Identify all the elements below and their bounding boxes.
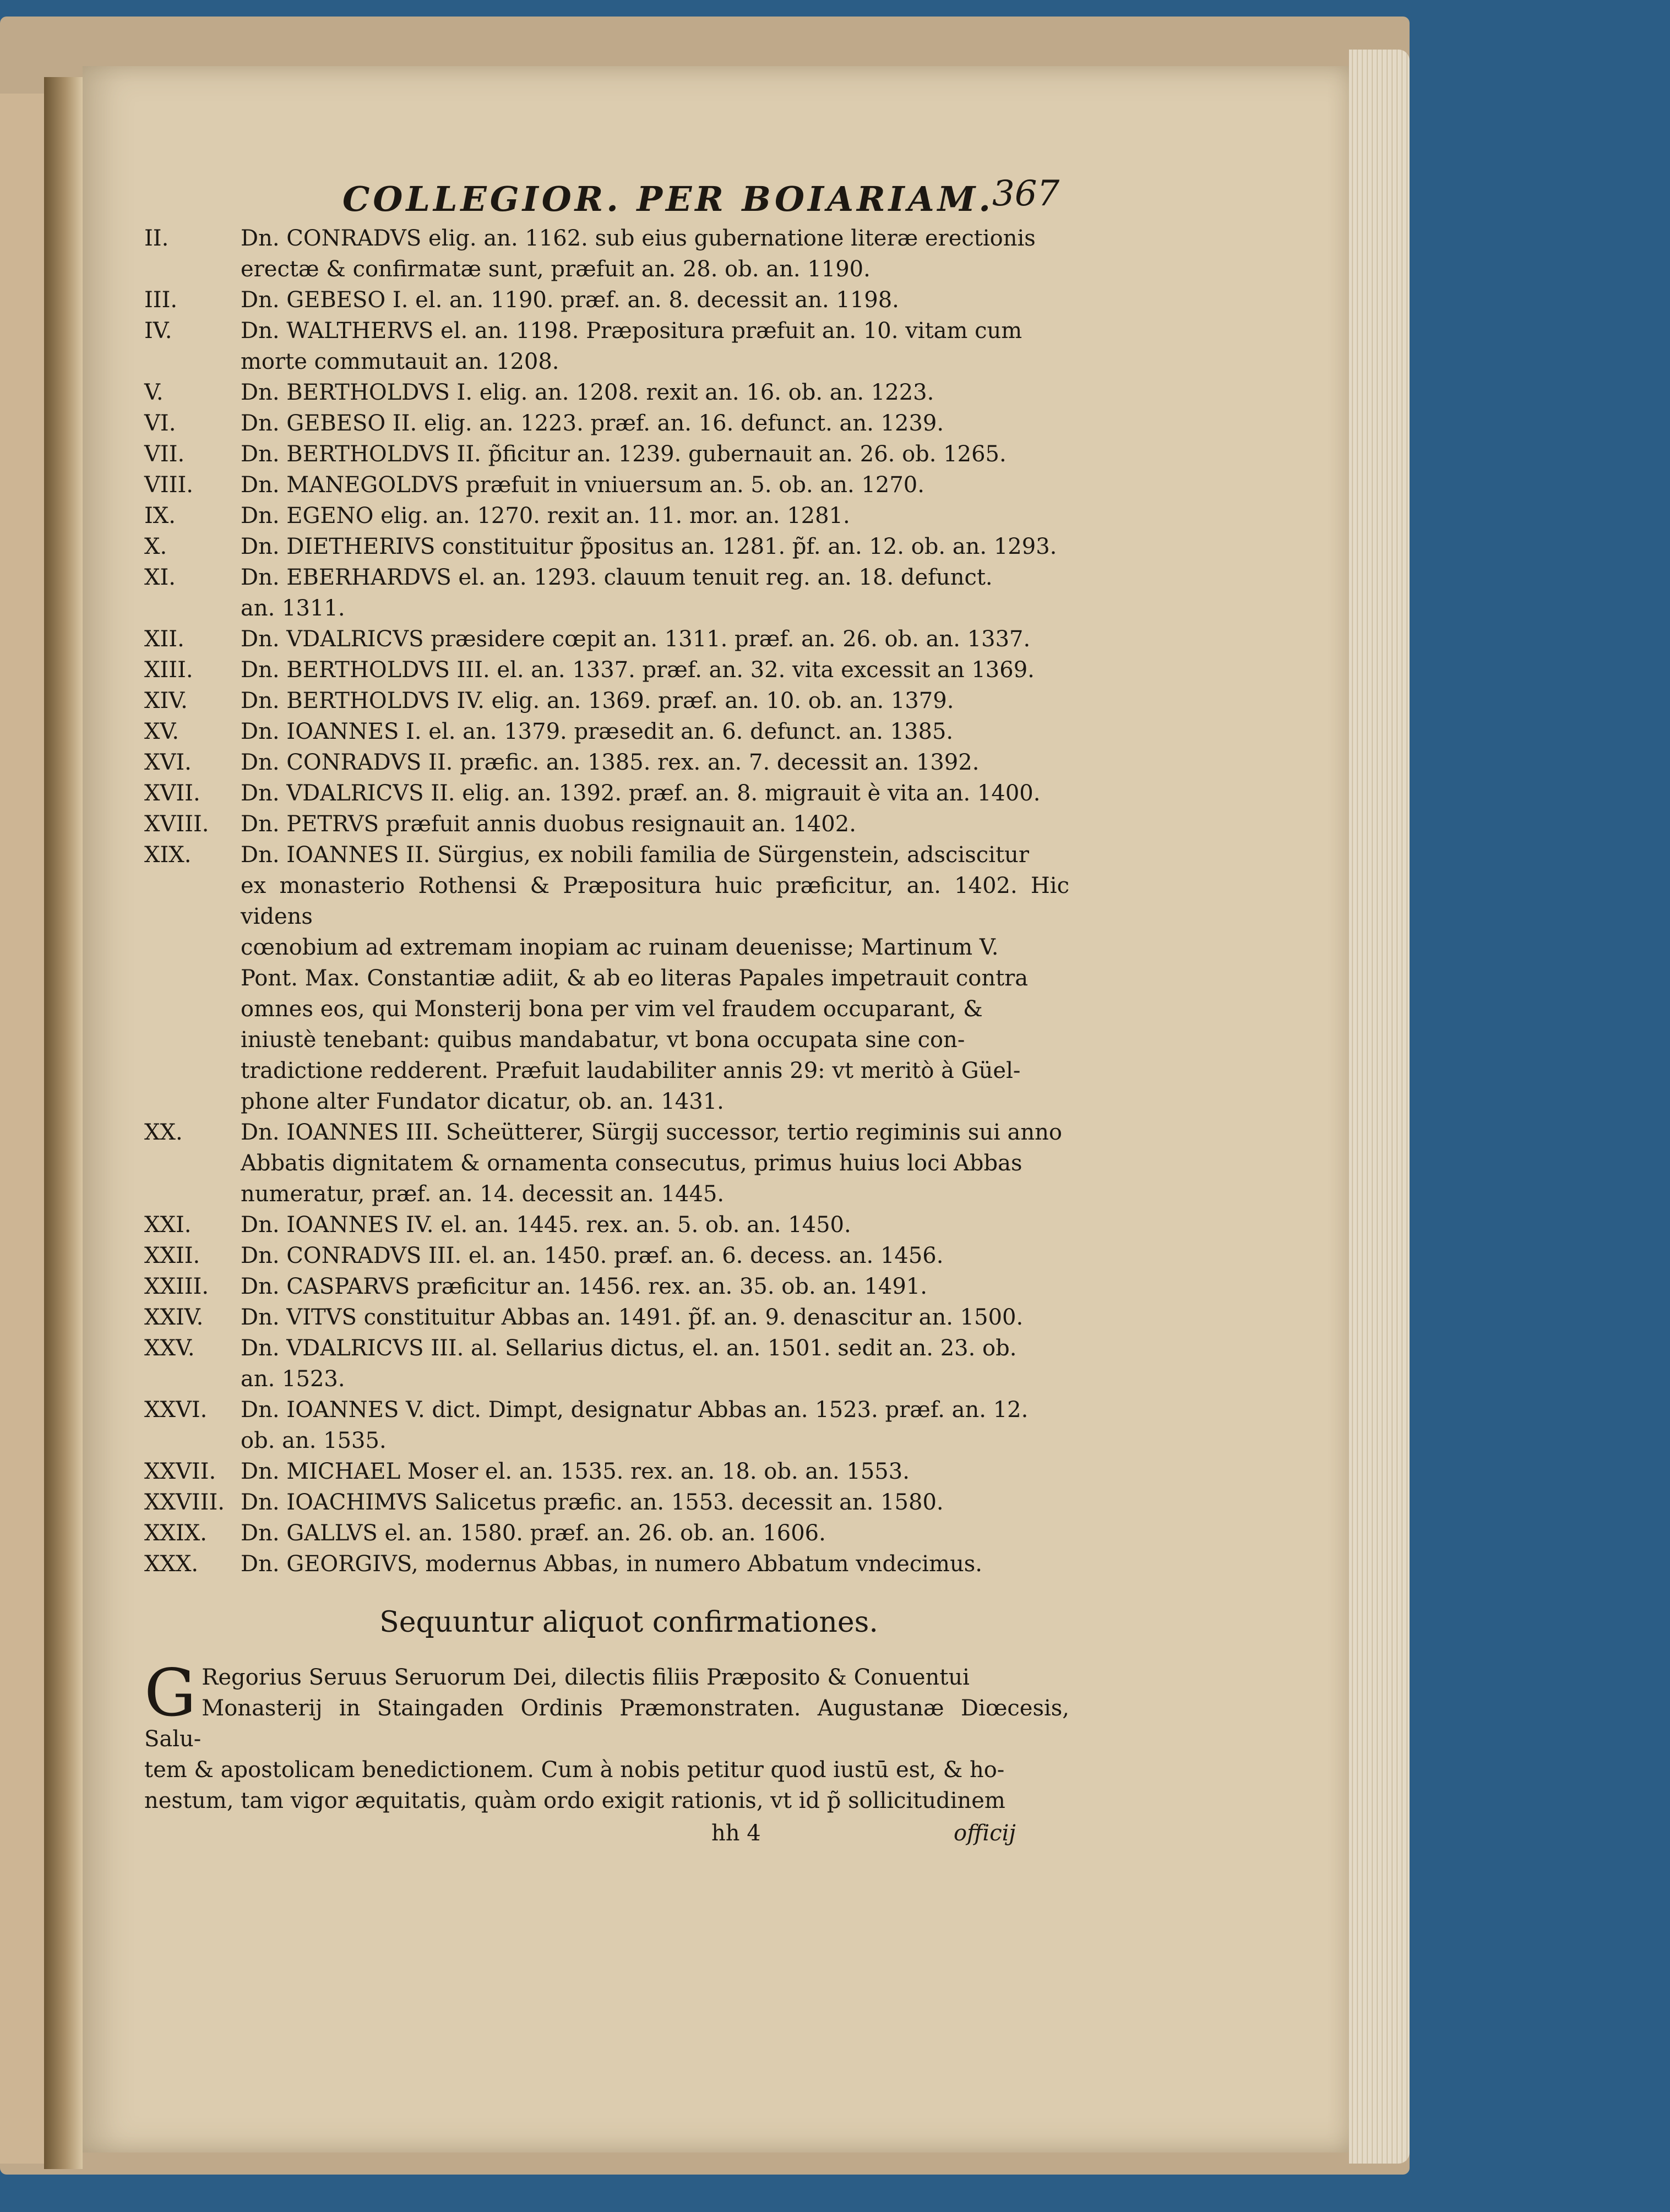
page-text [144, 162, 1069, 1855]
abbot-entry [144, 809, 1069, 840]
abbot-text-line: Dn. CONRADVS II. præfic. an. 1385. rex. an. 7. decessit an. 1392. [241, 750, 980, 775]
abbot-entry [144, 624, 1069, 655]
abbot-numeral: XXIX. [144, 1521, 207, 1546]
abbot-entry [144, 500, 1069, 531]
abbot-text [241, 1487, 1069, 1518]
letter-line: Monasterij in Staingaden Ordinis Præmonstraten. Augustanæ Diœcesis, Salu- [144, 1696, 1069, 1752]
abbot-text-line: Dn. BERTHOLDVS I. elig. an. 1208. rexit an. 16. ob. an. 1223. [241, 380, 934, 405]
letter-line: Regorius Seruus Seruorum Dei, dilectis filiis Præposito & Conuentui [202, 1665, 970, 1690]
abbot-entry [144, 1394, 1069, 1456]
abbot-text [241, 408, 1069, 439]
abbot-text-line: phone alter Fundator dicatur, ob. an. 1431. [241, 1089, 724, 1114]
abbot-entry [144, 716, 1069, 747]
abbot-text [241, 470, 1069, 500]
abbot-numeral: X. [144, 534, 167, 559]
abbot-text [241, 1117, 1069, 1209]
abbot-text [241, 1271, 1069, 1302]
abbot-numeral: XVI. [144, 750, 192, 775]
abbot-text [241, 809, 1069, 840]
abbot-numeral: XVII. [144, 781, 200, 806]
abbot-text [241, 685, 1069, 716]
running-head [144, 162, 1069, 223]
abbot-numeral: XIX. [144, 842, 192, 868]
abbot-text-line: cœnobium ad extremam inopiam ac ruinam deuenisse; Martinum V. [241, 935, 999, 960]
abbot-entry [144, 1549, 1069, 1579]
abbot-text [241, 1456, 1069, 1487]
abbot-entry [144, 1209, 1069, 1240]
abbot-text-line: Dn. VITVS constituitur Abbas an. 1491. p̃f. an. 9. denascitur an. 1500. [241, 1305, 1024, 1330]
book-gutter [44, 77, 83, 2169]
abbot-text [241, 223, 1069, 285]
abbot-text [241, 1394, 1069, 1456]
abbot-numeral: XIV. [144, 688, 188, 713]
abbot-text [241, 1333, 1069, 1394]
abbot-numeral: XII. [144, 626, 184, 652]
abbot-text-line: numeratur, præf. an. 14. decessit an. 1445. [241, 1181, 725, 1207]
abbot-text-line: an. 1523. [241, 1366, 345, 1392]
abbot-entry [144, 1117, 1069, 1209]
abbot-text [241, 500, 1069, 531]
abbot-numeral: XXX. [144, 1551, 199, 1577]
abbot-numeral: V. [144, 380, 164, 405]
abbot-entry [144, 285, 1069, 315]
abbot-text-line: Dn. IOACHIMVS Salicetus præfic. an. 1553. decessit an. 1580. [241, 1490, 944, 1515]
abbot-text-line: Dn. EGENO elig. an. 1270. rexit an. 11. mor. an. 1281. [241, 503, 850, 529]
abbot-text [241, 531, 1069, 562]
abbot-text [241, 1302, 1069, 1333]
facing-page-edge [0, 94, 48, 2164]
abbot-entry [144, 1271, 1069, 1302]
abbot-text [241, 377, 1069, 408]
abbot-text-line: Abbatis dignitatem & ornamenta consecutus, primus huius loci Abbas [241, 1151, 1022, 1176]
abbot-text-line: Dn. IOANNES III. Scheütterer, Sürgij successor, tertio regiminis sui anno [241, 1120, 1063, 1145]
abbot-text-line: erectæ & confirmatæ sunt, præfuit an. 28. ob. an. 1190. [241, 257, 871, 282]
abbot-entry [144, 531, 1069, 562]
abbot-text-line: Dn. BERTHOLDVS IV. elig. an. 1369. præf. an. 10. ob. an. 1379. [241, 688, 954, 713]
abbot-text-line: Dn. EBERHARDVS el. an. 1293. clauum tenuit reg. an. 18. defunct. [241, 565, 993, 590]
abbot-text [241, 1240, 1069, 1271]
abbot-text-line: Dn. VDALRICVS III. al. Sellarius dictus, el. an. 1501. sedit an. 23. ob. [241, 1336, 1017, 1361]
abbot-text [241, 655, 1069, 685]
abbot-entry [144, 1487, 1069, 1518]
abbot-numeral: XXVII. [144, 1459, 216, 1484]
abbot-text-line: ob. an. 1535. [241, 1428, 387, 1453]
abbot-entry [144, 315, 1069, 377]
abbot-text-line: Dn. MICHAEL Moser el. an. 1535. rex. an. 18. ob. an. 1553. [241, 1459, 910, 1484]
abbot-numeral: VI. [144, 411, 176, 436]
abbot-text-line: omnes eos, qui Monsterij bona per vim vel fraudem occuparant, & [241, 996, 983, 1022]
abbot-text-line: ex monasterio Rothensi & Præpositura huic præficitur, an. 1402. Hic videns [241, 873, 1069, 929]
abbot-entry [144, 655, 1069, 685]
abbot-text-line: an. 1311. [241, 596, 345, 621]
abbot-text [241, 840, 1069, 1117]
abbot-numeral: IX. [144, 503, 176, 529]
abbot-text-line: Dn. GEBESO I. el. an. 1190. præf. an. 8. decessit an. 1198. [241, 287, 899, 313]
abbot-text-line: Dn. MANEGOLDVS præfuit in vniuersum an. 5. ob. an. 1270. [241, 472, 924, 498]
abbot-text-line: Dn. CONRADVS elig. an. 1162. sub eius gubernatione literæ erectionis [241, 226, 1036, 251]
abbot-entry [144, 1333, 1069, 1394]
abbot-text [241, 716, 1069, 747]
abbot-entry [144, 1240, 1069, 1271]
abbot-entry [144, 1302, 1069, 1333]
abbot-text-line: Dn. BERTHOLDVS II. p̃ficitur an. 1239. gubernauit an. 26. ob. 1265. [241, 442, 1007, 467]
abbot-entry [144, 685, 1069, 716]
abbot-numeral: XI. [144, 565, 176, 590]
abbot-text-line: Dn. CONRADVS III. el. an. 1450. præf. an. 6. decess. an. 1456. [241, 1243, 944, 1268]
abbot-text-line: Pont. Max. Constantiæ adiit, & ab eo literas Papales impetrauit contra [241, 966, 1029, 991]
abbot-numeral: IV. [144, 318, 172, 344]
abbot-text [241, 1549, 1069, 1579]
abbot-entry [144, 778, 1069, 809]
abbot-entry [144, 408, 1069, 439]
abbot-entry [144, 562, 1069, 624]
abbot-numeral: III. [144, 287, 178, 313]
abbot-entry [144, 223, 1069, 285]
abbot-entry [144, 1456, 1069, 1487]
footer-line [144, 1816, 1069, 1855]
abbot-numeral: II. [144, 226, 169, 251]
abbot-text-line: Dn. GEORGIVS, modernus Abbas, in numero Abbatum vndecimus. [241, 1551, 982, 1577]
drop-cap: G [144, 1655, 197, 1731]
abbot-entry [144, 377, 1069, 408]
abbot-text-line: Dn. IOANNES V. dict. Dimpt, designatur Abbas an. 1523. præf. an. 12. [241, 1397, 1029, 1423]
catchword: officij [954, 1821, 1016, 1846]
abbot-text-line: Dn. WALTHERVS el. an. 1198. Præpositura præfuit an. 10. vitam cum [241, 318, 1022, 344]
abbot-numeral: XXI. [144, 1212, 192, 1238]
abbot-text-line: Dn. BERTHOLDVS III. el. an. 1337. præf. an. 32. vita excessit an 1369. [241, 657, 1035, 683]
abbot-entry [144, 1518, 1069, 1549]
abbot-text [241, 624, 1069, 655]
abbot-numeral: XXVIII. [144, 1490, 225, 1515]
abbot-text [241, 315, 1069, 377]
abbot-text [241, 1209, 1069, 1240]
abbot-text [241, 1518, 1069, 1549]
abbot-text-line: Dn. VDALRICVS præsidere cœpit an. 1311. præf. an. 26. ob. an. 1337. [241, 626, 1031, 652]
abbot-text-line: Dn. GALLVS el. an. 1580. præf. an. 26. ob. an. 1606. [241, 1521, 826, 1546]
abbot-text-line: iniustè tenebant: quibus mandabatur, vt bona occupata sine con- [241, 1027, 965, 1053]
abbot-text-line: tradictione redderent. Præfuit laudabiliter annis 29: vt meritò à Güel- [241, 1058, 1021, 1083]
abbot-text-line: Dn. CASPARVS præficitur an. 1456. rex. an. 35. ob. an. 1491. [241, 1274, 927, 1299]
abbot-numeral: XXII. [144, 1243, 200, 1268]
abbot-text [241, 285, 1069, 315]
abbot-text-line: Dn. PETRVS præfuit annis duobus resignauit an. 1402. [241, 811, 856, 837]
abbot-entry [144, 840, 1069, 1117]
abbot-text-line: Dn. IOANNES II. Sürgius, ex nobili familia de Sürgenstein, adsciscitur [241, 842, 1029, 868]
abbot-text-line: Dn. GEBESO II. elig. an. 1223. præf. an. 16. defunct. an. 1239. [241, 411, 944, 436]
page-fore-edge [1349, 50, 1410, 2164]
page-number: 367 [992, 173, 1060, 214]
abbot-text-line: Dn. VDALRICVS II. elig. an. 1392. præf. an. 8. migrauit è vita an. 1400. [241, 781, 1041, 806]
abbot-numeral: VIII. [144, 472, 194, 498]
signature-mark: hh 4 [711, 1821, 761, 1846]
letter-line: tem & apostolicam benedictionem. Cum à nobis petitur quod iustū est, & ho- [144, 1757, 1005, 1783]
abbot-text [241, 778, 1069, 809]
abbot-numeral: VII. [144, 442, 185, 467]
running-head-title: COLLEGIOR. PER BOIARIAM. [342, 179, 994, 219]
abbot-text-line: Dn. IOANNES I. el. an. 1379. præsedit an. 6. defunct. an. 1385. [241, 719, 954, 744]
abbot-text [241, 562, 1069, 624]
section-heading: Sequuntur aliquot confirmationes. [379, 1606, 878, 1639]
abbot-numeral: XXV. [144, 1336, 195, 1361]
abbot-numeral: XIII. [144, 657, 193, 683]
abbot-numeral: XV. [144, 719, 179, 744]
abbot-numeral: XXIII. [144, 1274, 209, 1299]
papal-letter [144, 1655, 1069, 1816]
abbot-numeral: XXVI. [144, 1397, 208, 1423]
abbot-text-line: morte commutauit an. 1208. [241, 349, 559, 374]
abbot-entry [144, 439, 1069, 470]
letter-line: nestum, tam vigor æquitatis, quàm ordo exigit rationis, vt id p̃ sollicitudinem [144, 1788, 1005, 1813]
abbot-text [241, 747, 1069, 778]
abbot-text-line: Dn. DIETHERIVS constituitur p̃positus an. 1281. p̃f. an. 12. ob. an. 1293. [241, 534, 1057, 559]
abbot-text-line: Dn. IOANNES IV. el. an. 1445. rex. an. 5. ob. an. 1450. [241, 1212, 851, 1238]
abbot-entry [144, 470, 1069, 500]
abbot-list [144, 223, 1069, 1579]
abbot-numeral: XXIV. [144, 1305, 204, 1330]
abbot-entry [144, 747, 1069, 778]
abbot-numeral: XVIII. [144, 811, 209, 837]
abbot-numeral: XX. [144, 1120, 183, 1145]
abbot-text [241, 439, 1069, 470]
